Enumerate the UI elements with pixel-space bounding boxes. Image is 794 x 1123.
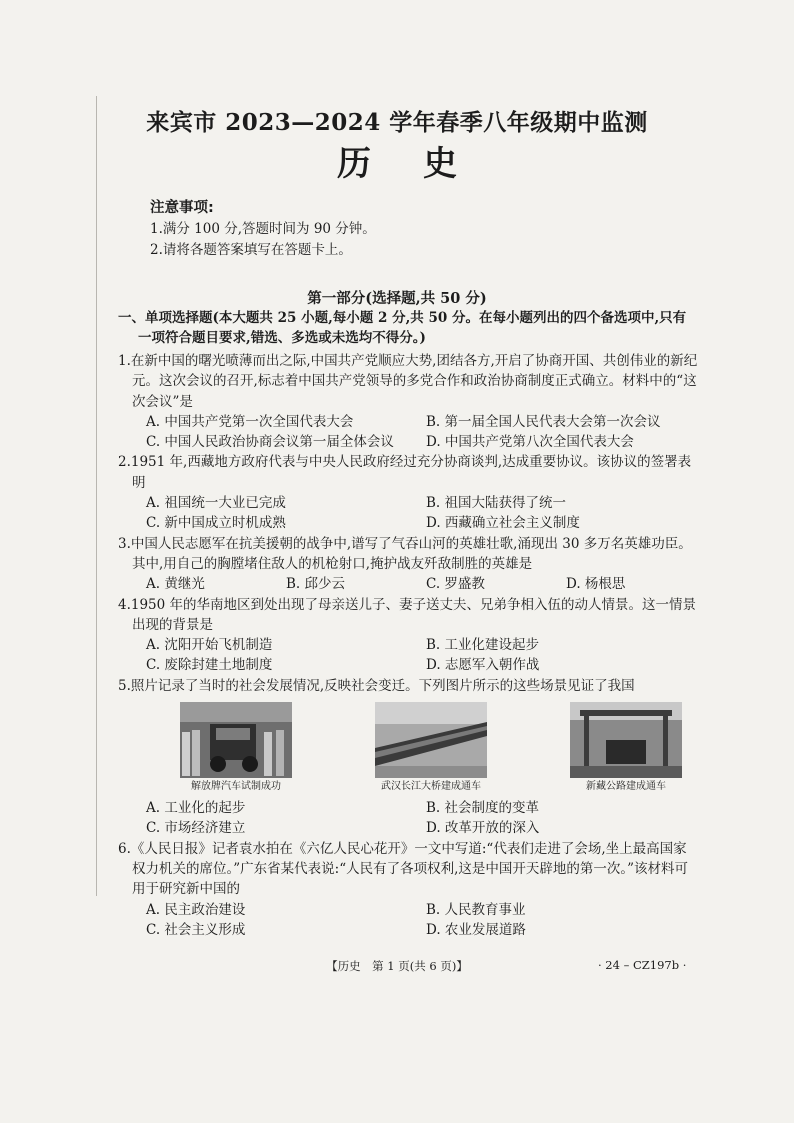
photo-row	[118, 696, 698, 798]
question-stem: 2.1951 年,西藏地方政府代表与中央人民政府经过充分协商谈判,达成重要协议。该协议的签署表明	[118, 454, 692, 491]
options	[118, 900, 698, 941]
option-d: D. 西藏确立社会主义制度	[426, 515, 580, 532]
question-5	[118, 676, 698, 839]
notes-title: 注意事项:	[150, 200, 214, 216]
subject-title: 历史	[337, 144, 509, 184]
option-c: C. 废除封建土地制度	[146, 657, 273, 674]
notes-item-2: 2.请将各题答案填写在答题卡上。	[150, 242, 352, 258]
option-c: C. 中国人民政治协商会议第一届全体会议	[146, 434, 394, 451]
question-stem: 4.1950 年的华南地区到处出现了母亲送儿子、妻子送丈夫、兄弟争相入伍的动人情景。这一情景出现的背景是	[118, 596, 697, 633]
option-b: B. 第一届全国人民代表大会第一次会议	[426, 413, 661, 430]
questions	[118, 351, 698, 940]
option-c: C. 社会主义形成	[146, 921, 246, 938]
photo-caption: 武汉长江大桥建成通车	[381, 781, 481, 793]
option-a: A. 沈阳开始飞机制造	[146, 637, 273, 654]
option-c: C. 市场经济建立	[146, 820, 246, 837]
question-2	[118, 452, 698, 533]
option-b: B. 工业化建设起步	[426, 637, 540, 654]
section-line-1: 一、单项选择题(本大题共 25 小题,每小题 2 分,共 50 分。在每小题列出的四个备选项中,只有	[118, 310, 687, 326]
notes-item-1: 1.满分 100 分,答题时间为 90 分钟。	[150, 221, 376, 237]
photo-caption: 新藏公路建成通车	[586, 781, 666, 793]
option-b: B. 邱少云	[286, 576, 346, 593]
question-stem: 3.中国人民志愿军在抗美援朝的战争中,谱写了气吞山河的英雄壮歌,涌现出 30 多万名英雄功臣。其中,用自己的胸膛堵住敌人的机枪射口,掩护战友歼敌制胜的英雄是	[118, 535, 692, 572]
option-d: D. 改革开放的深入	[426, 820, 540, 837]
page-number: 【历史 第 1 页(共 6 页)】	[326, 959, 468, 973]
options	[118, 635, 698, 676]
exam-title: 来宾市 2023—2024 学年春季八年级期中监测	[146, 109, 648, 136]
bridge-photo-image	[375, 702, 487, 778]
road-photo-image	[570, 702, 682, 778]
options	[118, 493, 698, 534]
question-4	[118, 595, 698, 676]
notes-block	[150, 198, 376, 261]
option-d: D. 志愿军入朝作战	[426, 657, 540, 674]
section-line-2: 一项符合题目要求,错选、多选或未选均不得分。)	[138, 330, 426, 346]
options	[118, 574, 698, 594]
part-title: 第一部分(选择题,共 50 分)	[307, 290, 487, 307]
photo-road	[570, 702, 682, 798]
question-stem: 6.《人民日报》记者袁水拍在《六亿人民心花开》一文中写道:“代表们走进了会场,坐上最高国家权力机关的席位。”广东省某代表说:“人民有了各项权利,这是中国开天辟地的第一次。”该材料可用于研究新中国的	[118, 840, 689, 898]
option-d: D. 农业发展道路	[426, 921, 526, 938]
option-d: D. 中国共产党第八次全国代表大会	[426, 434, 634, 451]
option-d: D. 杨根思	[566, 576, 626, 593]
option-b: B. 祖国大陆获得了统一	[426, 495, 567, 512]
question-stem: 5.照片记录了当时的社会发展情况,反映社会变迁。下列图片所示的这些场景见证了我国	[118, 677, 635, 694]
option-a: A. 民主政治建设	[146, 901, 246, 918]
options	[118, 412, 698, 453]
option-a: A. 黄继光	[146, 576, 205, 593]
question-6	[118, 839, 698, 940]
option-a: A. 祖国统一大业已完成	[146, 495, 286, 512]
photo-bridge	[375, 702, 487, 798]
option-c: C. 新中国成立时机成熟	[146, 515, 286, 532]
option-c: C. 罗盛教	[426, 576, 485, 593]
options	[118, 798, 698, 839]
paper-code: · 24 – CZ197b ·	[598, 958, 687, 972]
option-a: A. 中国共产党第一次全国代表大会	[146, 413, 354, 430]
truck-photo-image	[180, 702, 292, 778]
question-3	[118, 534, 698, 595]
photo-truck	[180, 702, 292, 798]
question-stem: 1.在新中国的曙光喷薄而出之际,中国共产党顺应大势,团结各方,开启了协商开国、共创伟业的新纪元。这次会议的召开,标志着中国共产党领导的多党合作和政治协商制度正式确立。材料中的“这次会议”是	[118, 353, 698, 410]
option-b: B. 人民教育事业	[426, 901, 526, 918]
option-a: A. 工业化的起步	[146, 800, 246, 817]
photo-caption: 解放牌汽车试制成功	[191, 781, 281, 793]
section-heading	[118, 308, 698, 348]
question-1	[118, 351, 698, 452]
margin-line	[96, 96, 97, 896]
option-b: B. 社会制度的变革	[426, 800, 540, 817]
